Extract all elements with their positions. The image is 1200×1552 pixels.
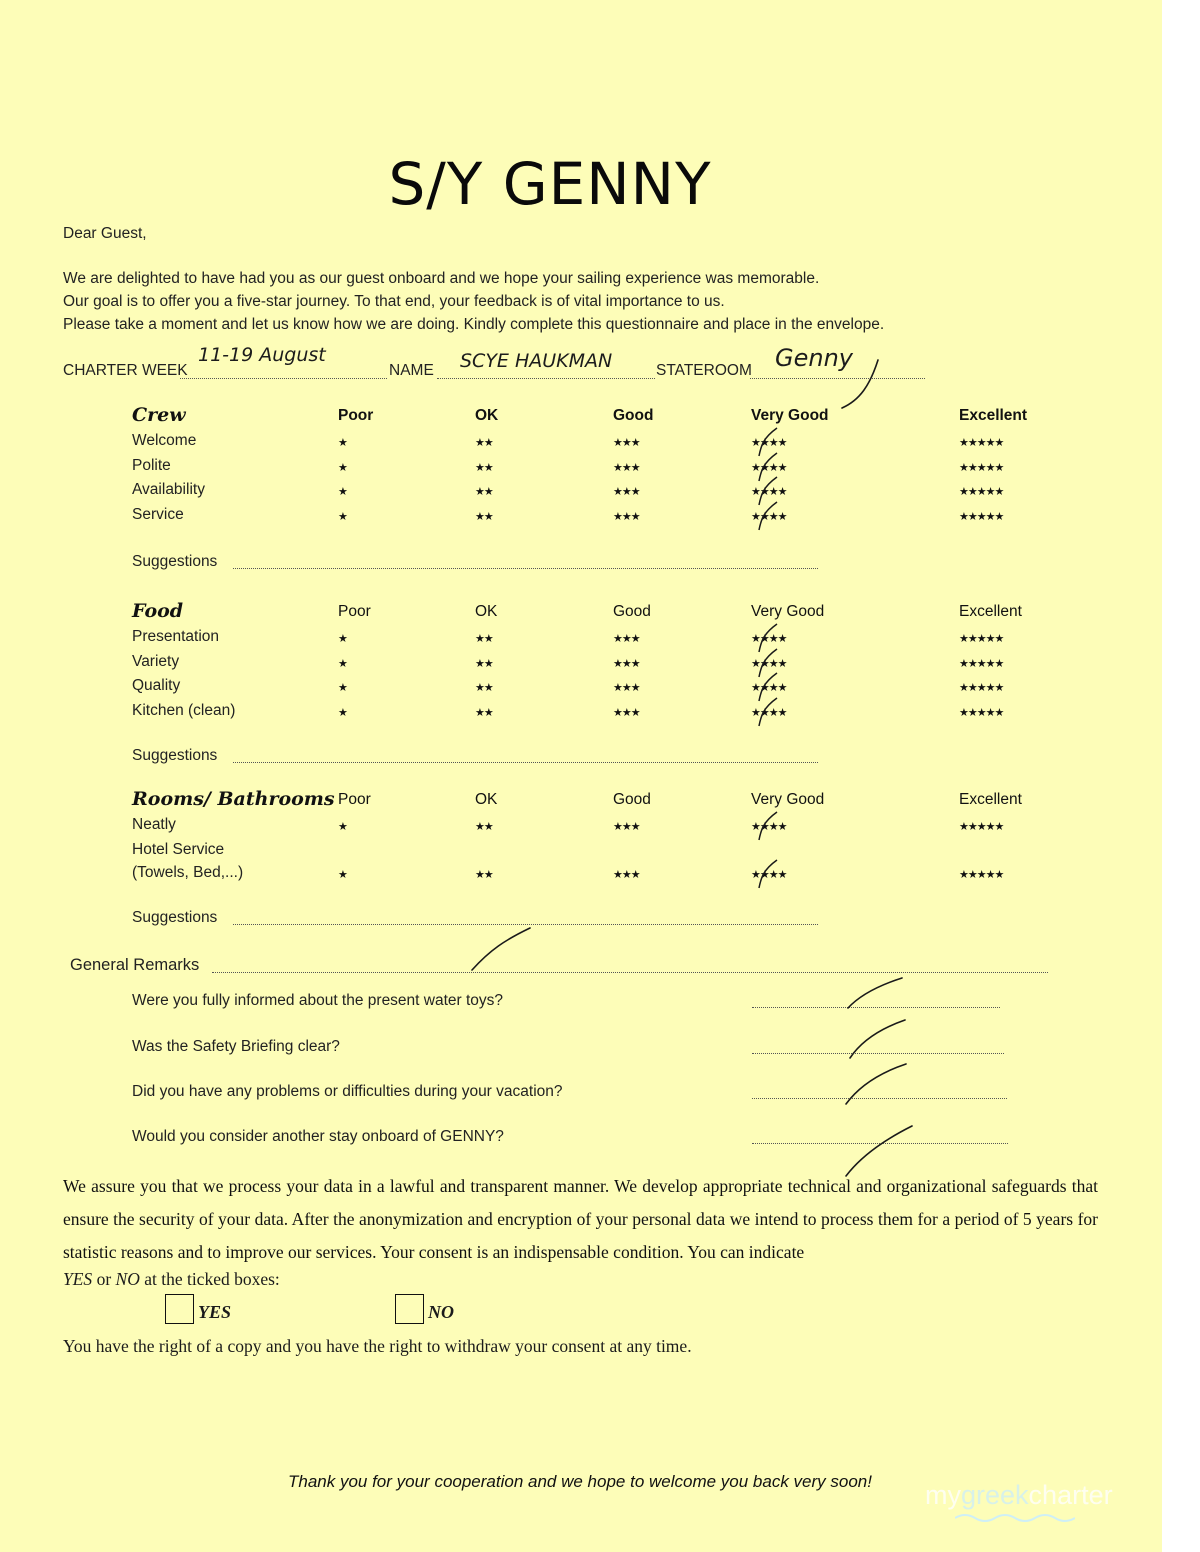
star-option-0-2-3[interactable]: ★★★★ bbox=[751, 485, 787, 498]
question-water-toys: Were you fully informed about the present water toys? bbox=[132, 992, 504, 1009]
general-remarks-label: General Remarks bbox=[70, 956, 200, 974]
suggestions-label-1: Suggestions bbox=[132, 747, 218, 764]
suggestions-label-2: Suggestions bbox=[132, 909, 218, 926]
star-option-2-1-3[interactable]: ★★★★ bbox=[751, 868, 787, 881]
water-toys-check-mark bbox=[848, 978, 902, 1008]
consent-rights-text: You have the right of a copy and you have the right to withdraw your consent at any time. bbox=[63, 1336, 692, 1356]
rating-header-0-3: Very Good bbox=[751, 407, 829, 424]
question-problems: Did you have any problems or difficulties during your vacation? bbox=[132, 1083, 563, 1100]
section-title-1: Food bbox=[132, 600, 184, 622]
section-item-0-2: Availability bbox=[132, 481, 205, 498]
stateroom-label: STATEROOM bbox=[656, 362, 752, 379]
intro-line-2: Our goal is to offer you a five-star journey. To that end, your feedback is of vital importance to us. bbox=[63, 293, 725, 310]
section-item-1-2: Quality bbox=[132, 677, 181, 694]
section-item-0-1: Polite bbox=[132, 456, 171, 474]
star-option-0-0-2[interactable]: ★★★ bbox=[613, 436, 640, 449]
star-option-1-0-1[interactable]: ★★ bbox=[475, 632, 493, 645]
star-option-2-1-1[interactable]: ★★ bbox=[475, 868, 493, 881]
watermark-part-1: my bbox=[925, 1480, 961, 1510]
rating-header-1-1: OK bbox=[475, 603, 498, 620]
watermark-logo bbox=[925, 1480, 1113, 1511]
star-option-1-3-3[interactable]: ★★★★ bbox=[751, 705, 787, 719]
question-another-stay: Would you consider another stay onboard of GENNY? bbox=[132, 1128, 504, 1145]
no-checkbox-label: NO bbox=[428, 1302, 454, 1322]
star-option-0-1-0[interactable]: ★ bbox=[338, 460, 347, 474]
section-item-2-2: (Towels, Bed,...) bbox=[132, 864, 244, 881]
star-option-0-1-3[interactable]: ★★★★ bbox=[751, 460, 787, 474]
star-option-1-1-1[interactable]: ★★ bbox=[475, 656, 493, 670]
another-stay-check-mark bbox=[846, 1126, 912, 1176]
consent-no-word: NO bbox=[115, 1269, 140, 1289]
star-option-1-0-3[interactable]: ★★★★ bbox=[751, 632, 787, 645]
star-option-1-0-0[interactable]: ★ bbox=[338, 632, 347, 645]
star-option-1-0-2[interactable]: ★★★ bbox=[613, 632, 640, 645]
section-item-2-0: Neatly bbox=[132, 816, 176, 833]
star-option-2-0-2[interactable]: ★★★ bbox=[613, 820, 640, 833]
star-option-0-2-2[interactable]: ★★★ bbox=[613, 485, 640, 498]
star-option-1-1-3[interactable]: ★★★★ bbox=[751, 656, 787, 670]
yes-checkbox[interactable] bbox=[165, 1294, 194, 1324]
suggestions-label-0: Suggestions bbox=[132, 553, 218, 570]
no-checkbox[interactable] bbox=[395, 1294, 424, 1324]
star-option-1-3-1[interactable]: ★★ bbox=[475, 705, 493, 719]
star-option-2-1-2[interactable]: ★★★ bbox=[613, 868, 640, 881]
star-option-2-0-1[interactable]: ★★ bbox=[475, 820, 493, 833]
rating-header-2-3: Very Good bbox=[751, 791, 825, 808]
safety-check-mark bbox=[850, 1020, 905, 1058]
rating-header-2-4: Excellent bbox=[959, 791, 1022, 808]
star-option-1-1-2[interactable]: ★★★ bbox=[613, 656, 640, 670]
star-option-0-3-1[interactable]: ★★ bbox=[475, 509, 493, 523]
greeting: Dear Guest, bbox=[63, 225, 147, 242]
form-title: S/Y GENNY bbox=[388, 150, 712, 218]
rating-header-0-2: Good bbox=[613, 407, 654, 424]
star-option-1-2-3[interactable]: ★★★★ bbox=[751, 681, 787, 694]
star-option-0-2-0[interactable]: ★ bbox=[338, 485, 347, 498]
name-value[interactable]: SCYE HAUKMAN bbox=[460, 350, 613, 372]
charter-week-value[interactable]: 11-19 August bbox=[198, 344, 326, 366]
stateroom-flourish bbox=[842, 360, 878, 408]
question-safety-briefing: Was the Safety Briefing clear? bbox=[132, 1038, 340, 1055]
watermark-part-3: charter bbox=[1028, 1480, 1113, 1510]
section-item-2-1: Hotel Service bbox=[132, 840, 225, 858]
rating-header-0-1: OK bbox=[475, 407, 499, 424]
section-item-1-0: Presentation bbox=[132, 628, 220, 645]
thank-you-message: Thank you for your cooperation and we hope to welcome you back very soon! bbox=[287, 1472, 872, 1491]
star-option-0-1-4[interactable]: ★★★★★ bbox=[959, 460, 1004, 474]
star-option-2-0-3[interactable]: ★★★★ bbox=[751, 820, 787, 833]
star-option-0-3-0[interactable]: ★ bbox=[338, 509, 347, 523]
star-option-0-3-4[interactable]: ★★★★★ bbox=[959, 509, 1004, 523]
star-option-0-2-4[interactable]: ★★★★★ bbox=[959, 485, 1004, 498]
section-item-1-1: Variety bbox=[132, 652, 180, 670]
remark-check-mark bbox=[472, 928, 530, 970]
star-option-1-1-0[interactable]: ★ bbox=[338, 656, 347, 670]
star-option-0-3-3[interactable]: ★★★★ bbox=[751, 509, 787, 523]
consent-or-word: or bbox=[96, 1269, 112, 1289]
rating-header-2-0: Poor bbox=[338, 791, 371, 808]
section-title-0: Crew bbox=[132, 404, 186, 426]
star-option-2-1-0[interactable]: ★ bbox=[338, 868, 347, 881]
name-label: NAME bbox=[389, 362, 434, 379]
consent-paragraph: We assure you that we process your data in a lawful and transparent manner. We develop appropriate technical and organizational safeguards that ensure the security of your data. After the anonymization and encryption of your personal data we intend to process them for a period of 5 years for statistic reasons and to improve our services. Your consent is an indispensable condition. You can indicate bbox=[63, 1176, 1098, 1262]
rating-header-1-0: Poor bbox=[338, 603, 371, 620]
star-option-0-1-2[interactable]: ★★★ bbox=[613, 460, 640, 474]
scan-margin bbox=[1162, 0, 1200, 1552]
star-option-1-0-4[interactable]: ★★★★★ bbox=[959, 632, 1004, 645]
problems-check-mark bbox=[846, 1064, 906, 1104]
star-option-2-0-0[interactable]: ★ bbox=[338, 820, 347, 833]
consent-yes-word: YES bbox=[63, 1269, 93, 1289]
star-option-1-2-2[interactable]: ★★★ bbox=[613, 681, 640, 694]
watermark-waves-icon bbox=[955, 1512, 1075, 1524]
stateroom-value[interactable]: Genny bbox=[775, 344, 853, 372]
rating-header-1-4: Excellent bbox=[959, 603, 1022, 620]
rating-header-0-4: Excellent bbox=[959, 407, 1028, 424]
star-option-0-3-2[interactable]: ★★★ bbox=[613, 509, 640, 523]
star-option-0-0-3[interactable]: ★★★★ bbox=[751, 436, 787, 449]
watermark-part-2: greek bbox=[961, 1480, 1029, 1510]
consent-last-line bbox=[63, 1269, 280, 1290]
intro-line-1: We are delighted to have had you as our guest onboard and we hope your sailing experience was memorable. bbox=[63, 270, 820, 287]
rating-header-0-0: Poor bbox=[338, 407, 374, 424]
rating-header-2-1: OK bbox=[475, 791, 498, 808]
star-option-1-3-4[interactable]: ★★★★★ bbox=[959, 705, 1004, 719]
intro-line-3: Please take a moment and let us know how we are doing. Kindly complete this questionnaire and place in the envelope. bbox=[63, 316, 885, 333]
consent-ticked-boxes-text: at the ticked boxes: bbox=[144, 1269, 280, 1289]
star-option-2-0-4[interactable]: ★★★★★ bbox=[959, 820, 1004, 833]
star-option-1-3-2[interactable]: ★★★ bbox=[613, 705, 640, 719]
star-option-0-1-1[interactable]: ★★ bbox=[475, 460, 493, 474]
rating-header-2-2: Good bbox=[613, 791, 651, 808]
section-item-0-3: Service bbox=[132, 505, 184, 523]
charter-week-label: CHARTER WEEK bbox=[63, 362, 188, 379]
star-option-0-0-0[interactable]: ★ bbox=[338, 436, 347, 449]
rating-header-1-2: Good bbox=[613, 603, 651, 620]
star-option-0-0-1[interactable]: ★★ bbox=[475, 436, 493, 449]
star-option-2-1-4[interactable]: ★★★★★ bbox=[959, 868, 1004, 881]
star-option-1-2-1[interactable]: ★★ bbox=[475, 681, 493, 694]
section-item-1-3: Kitchen (clean) bbox=[132, 701, 236, 719]
star-option-1-3-0[interactable]: ★ bbox=[338, 705, 347, 719]
star-option-0-0-4[interactable]: ★★★★★ bbox=[959, 436, 1004, 449]
star-option-1-1-4[interactable]: ★★★★★ bbox=[959, 656, 1004, 670]
yes-checkbox-label: YES bbox=[198, 1302, 232, 1322]
section-title-2: Rooms/ Bathrooms bbox=[132, 788, 335, 810]
section-item-0-0: Welcome bbox=[132, 432, 197, 449]
star-option-1-2-4[interactable]: ★★★★★ bbox=[959, 681, 1004, 694]
star-option-1-2-0[interactable]: ★ bbox=[338, 681, 347, 694]
star-option-0-2-1[interactable]: ★★ bbox=[475, 485, 493, 498]
rating-header-1-3: Very Good bbox=[751, 603, 825, 620]
